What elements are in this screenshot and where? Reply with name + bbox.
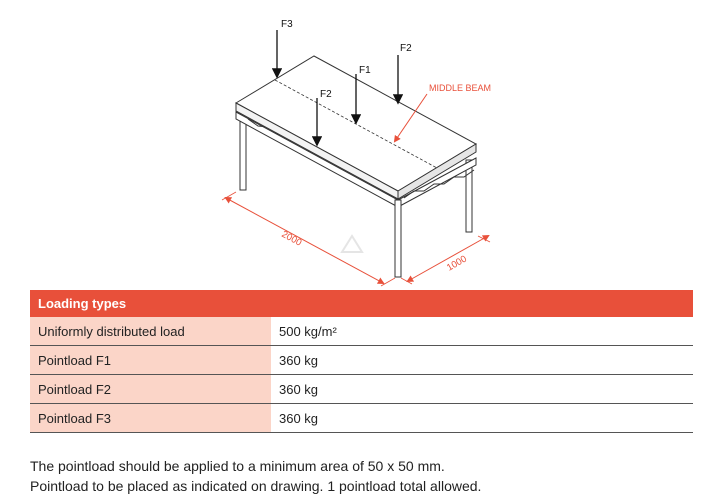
table-row xyxy=(30,375,693,404)
watermark-icon xyxy=(342,236,362,252)
table-row xyxy=(30,317,693,346)
force-f3-label: F3 xyxy=(281,19,293,30)
front-legs xyxy=(395,200,401,277)
dimension-length-label: 2000 xyxy=(279,228,304,249)
row-value: 360 kg xyxy=(271,346,693,375)
table-row xyxy=(30,346,693,375)
note-line: Pointload to be placed as indicated on drawing. 1 pointload total allowed. xyxy=(30,478,482,494)
force-f2-front-label: F2 xyxy=(320,89,332,100)
note-line: The pointload should be applied to a minimum area of 50 x 50 mm. xyxy=(30,458,445,474)
loading-types-table xyxy=(30,290,693,433)
force-f1-label: F1 xyxy=(359,65,371,76)
row-label: Uniformly distributed load xyxy=(30,317,271,346)
middle-beam-label: MIDDLE BEAM xyxy=(429,83,492,93)
row-label: Pointload F3 xyxy=(30,404,271,433)
force-f2-back-label: F2 xyxy=(400,43,412,54)
row-value: 360 kg xyxy=(271,375,693,404)
table-row xyxy=(30,404,693,433)
row-value: 500 kg/m² xyxy=(271,317,693,346)
dimension-width-label: 1000 xyxy=(445,253,469,274)
dimension-width xyxy=(401,236,490,284)
notes xyxy=(30,456,481,496)
row-label: Pointload F2 xyxy=(30,375,271,404)
row-value: 360 kg xyxy=(271,404,693,433)
dimension-length xyxy=(222,192,395,286)
row-label: Pointload F1 xyxy=(30,346,271,375)
table-header: Loading types xyxy=(30,290,693,317)
